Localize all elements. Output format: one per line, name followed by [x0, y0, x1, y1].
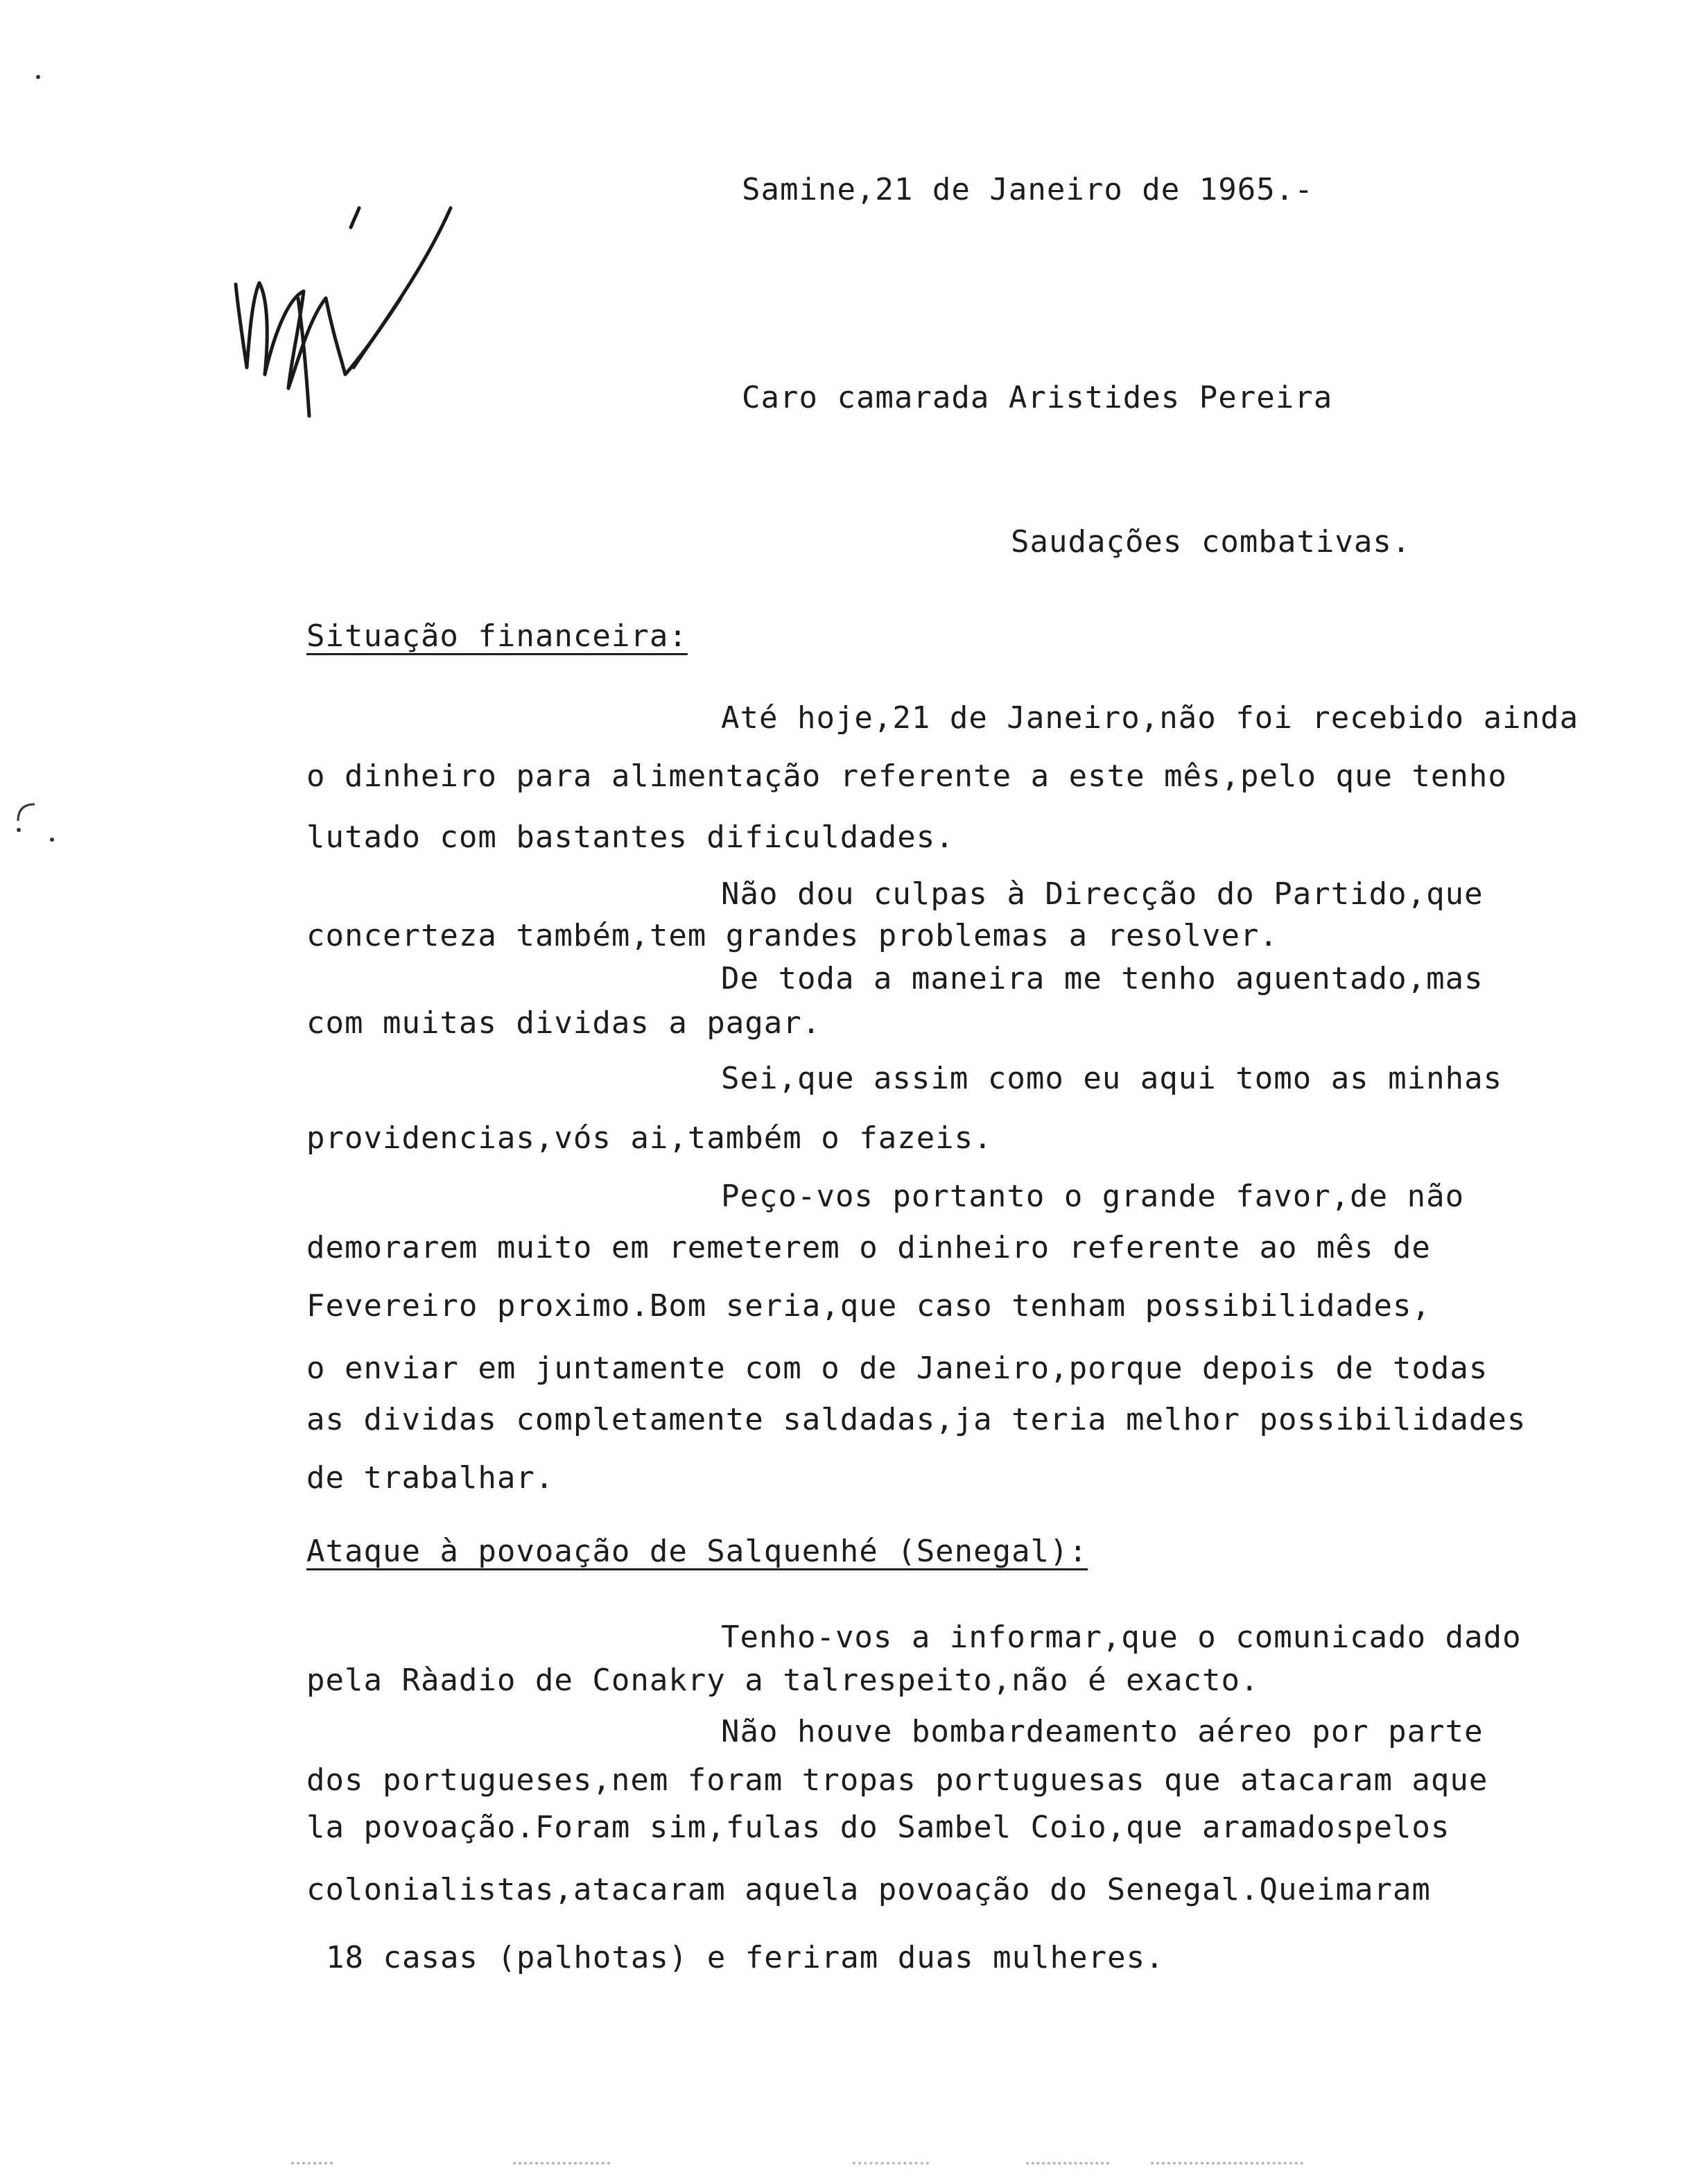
body-line: Tenho-vos a informar,que o comunicado dado: [721, 1620, 1522, 1655]
body-line: de trabalhar.: [306, 1460, 555, 1496]
body-line: lutado com bastantes dificuldades.: [306, 820, 955, 855]
body-line: De toda a maneira me tenho aguentado,mas: [721, 961, 1484, 996]
body-line: dos portugueses,nem foram tropas portuguesas que atacaram aque: [306, 1762, 1488, 1798]
scan-bottom-dots: [853, 2162, 929, 2167]
handwritten-signature-mark: [222, 194, 471, 430]
scan-bottom-dots: [1026, 2162, 1109, 2167]
body-line: concerteza também,tem grandes problemas a resolver.: [306, 918, 1279, 953]
body-line: com muitas dividas a pagar.: [306, 1005, 822, 1041]
body-line: Peço-vos portanto o grande favor,de não: [721, 1179, 1465, 1214]
margin-mark: [10, 797, 44, 832]
salutation: Caro camarada Aristides Pereira: [742, 380, 1333, 415]
body-line: providencias,vós ai,também o fazeis.: [306, 1120, 993, 1156]
body-line: Até hoje,21 de Janeiro,não foi recebido ainda: [721, 700, 1579, 736]
scan-speck: [50, 838, 54, 842]
dateline: Samine,21 de Janeiro de 1965.-: [742, 172, 1314, 207]
greeting: Saudações combativas.: [1011, 524, 1411, 560]
body-line: o dinheiro para alimentação referente a este mês,pelo que tenho: [306, 759, 1507, 794]
scan-speck: [36, 75, 40, 79]
body-line: o enviar em juntamente com o de Janeiro,porque depois de todas: [306, 1351, 1488, 1386]
body-line: demorarem muito em remeterem o dinheiro referente ao mês de: [306, 1230, 1431, 1265]
scan-bottom-dots: [291, 2162, 333, 2167]
body-line: Não dou culpas à Direcção do Partido,que: [721, 876, 1484, 912]
body-line: Não houve bombardeamento aéreo por parte: [721, 1714, 1484, 1749]
body-line: Fevereiro proximo.Bom seria,que caso tenham possibilidades,: [306, 1288, 1431, 1324]
body-line: 18 casas (palhotas) e feriram duas mulheres.: [326, 1940, 1165, 1975]
body-line: la povoação.Foram sim,fulas do Sambel Coio,que aramadospelos: [306, 1810, 1450, 1845]
body-line: as dividas completamente saldadas,ja teria melhor possibilidades: [306, 1402, 1527, 1437]
body-line: pela Ràadio de Conakry a talrespeito,não é exacto.: [306, 1663, 1260, 1698]
scan-bottom-dots: [513, 2162, 610, 2167]
scan-bottom-dots: [1151, 2162, 1303, 2167]
section-heading-financial: Situação financeira:: [306, 618, 688, 654]
section-heading-attack: Ataque à povoação de Salquenhé (Senegal):: [306, 1534, 1088, 1569]
body-line: colonialistas,atacaram aquela povoação do Senegal.Queimaram: [306, 1872, 1431, 1907]
body-line: Sei,que assim como eu aqui tomo as minhas: [721, 1061, 1503, 1096]
